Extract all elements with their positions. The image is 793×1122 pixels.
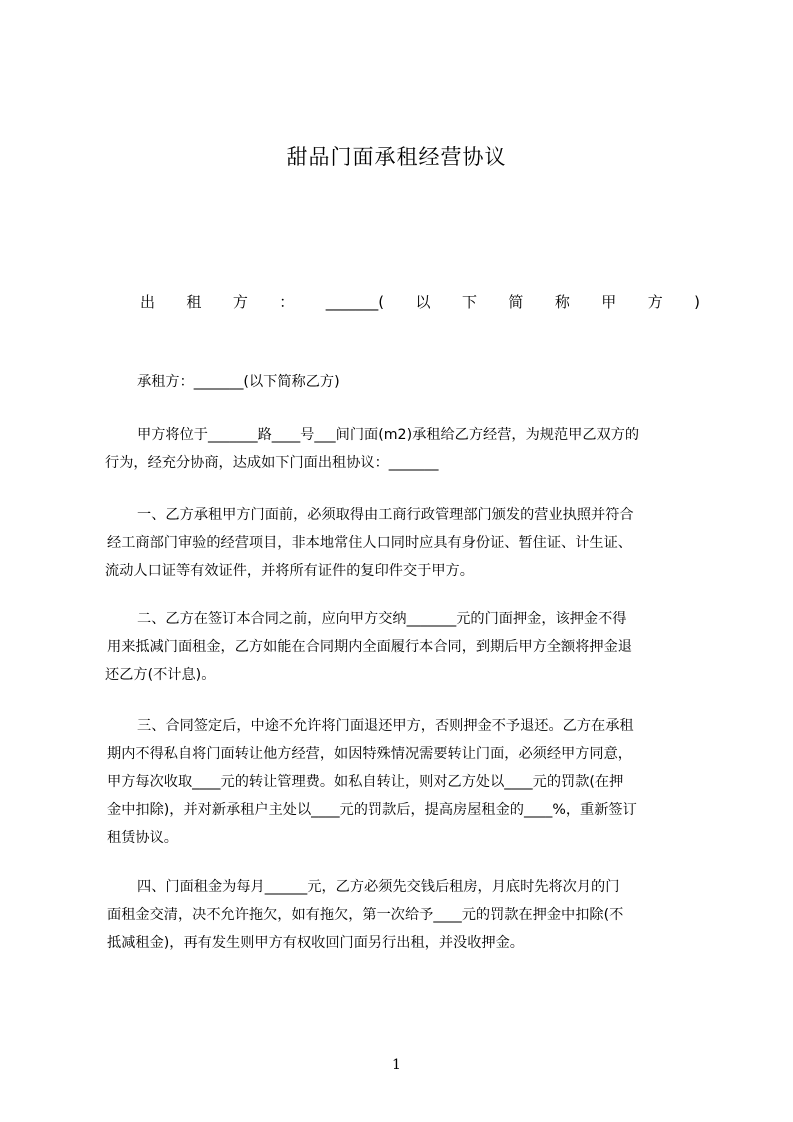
paragraph-line: 甲方将位于_______路____号___间门面(m2)承租给乙方经营，为规范甲乙双方的 — [137, 427, 640, 443]
lessor-line: 出租方：_______(以下简称甲方) — [140, 293, 700, 311]
paragraph-line: 经工商部门审验的经营项目，非本地常住人口同时应具有身份证、暂住证、计生证、 — [107, 535, 632, 551]
paragraph-line: 四、门面租金为每月______元，乙方必须先交钱后租房，月底时先将次月的门 — [137, 879, 620, 895]
document-title: 甜品门面承租经营协议 — [286, 145, 507, 169]
paragraph-line: 甲方每次收取____元的转让管理费。如私自转让，则对乙方处以____元的罚款(在押 — [107, 774, 624, 790]
paragraph-line: 面租金交清，决不允许拖欠，如有拖欠，第一次给予____元的罚款在押金中扣除(不 — [107, 907, 624, 923]
intro-paragraph — [105, 421, 699, 477]
paragraph-line: 期内不得私自将门面转让他方经营，如因特殊情况需要转让门面，必须经甲方同意， — [107, 746, 632, 762]
paragraph-line: 流动人口证等有效证件，并将所有证件的复印件交于甲方。 — [105, 563, 474, 579]
paragraph-line: 一、乙方承租甲方门面前，必须取得由工商行政管理部门颁发的营业执照并符合 — [137, 507, 634, 523]
lessee-line-text: 承租方：_______(以下简称乙方) — [137, 374, 340, 390]
paragraph-line: 还乙方(不计息)。 — [105, 667, 216, 683]
lessee-line — [105, 368, 699, 396]
clause-1-paragraph — [105, 501, 699, 585]
clause-4-paragraph — [105, 873, 699, 957]
paragraph-line: 行为，经充分协商，达成如下门面出租协议：_______ — [105, 455, 439, 471]
paragraph-line: 金中扣除)，并对新承租户主处以____元的罚款后，提高房屋租金的____%，重新签订 — [107, 802, 637, 818]
clause-2-paragraph — [105, 605, 699, 689]
clause-3-paragraph — [105, 712, 699, 852]
page-number: 1 — [392, 1057, 401, 1073]
paragraph-line: 用来抵减门面租金，乙方如能在合同期内全面履行本合同，到期后甲方全额将押金退 — [107, 639, 632, 655]
paragraph-line: 三、合同签定后，中途不允许将门面退还甲方，否则押金不予退还。乙方在承租 — [137, 718, 634, 734]
paragraph-line: 抵减租金)，再有发生则甲方有权收回门面另行出租，并没收押金。 — [107, 935, 524, 951]
paragraph-line: 二、乙方在签订本合同之前，应向甲方交纳_______元的门面押金，该押金不得 — [137, 611, 627, 627]
paragraph-line: 租赁协议。 — [107, 830, 178, 846]
